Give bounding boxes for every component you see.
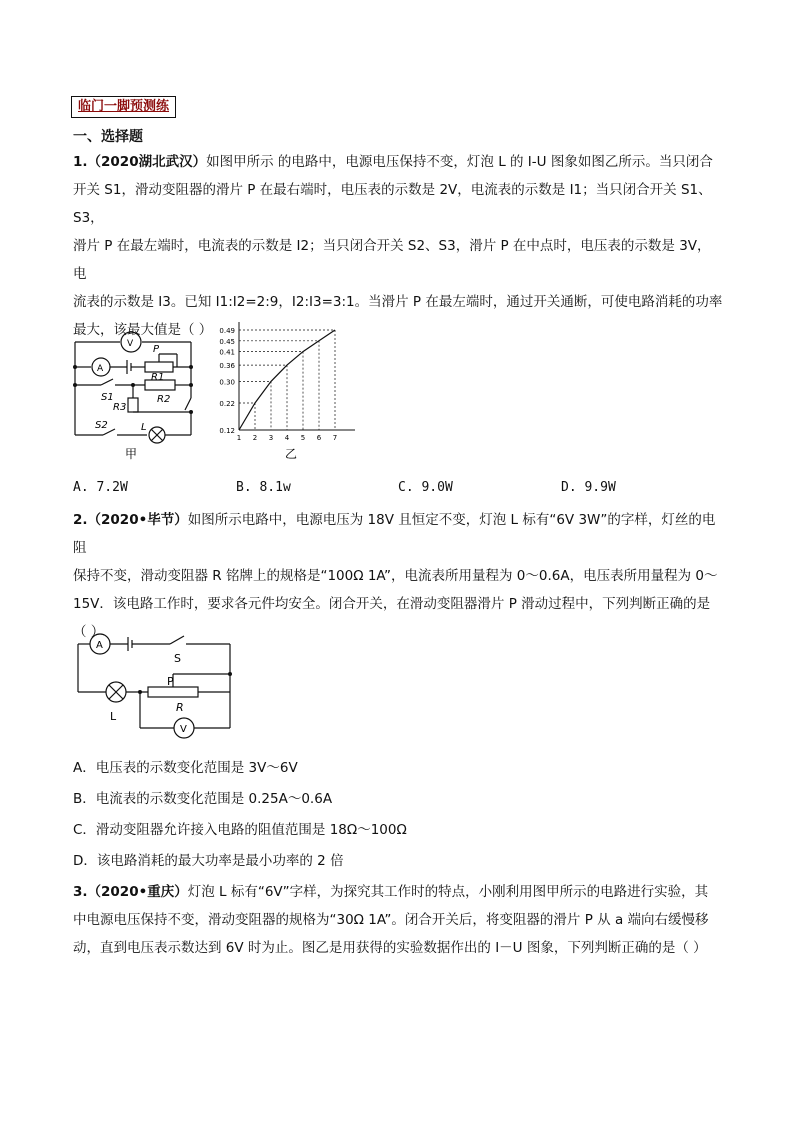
y-tick-label: 0.36 [219, 362, 235, 371]
voltmeter-label: V [127, 339, 134, 349]
section-title: 一、选择题 [73, 129, 143, 145]
question-1-line-4: 流表的示数是 I3。已知 I1:I2=2:9，I2:I3=3:1。当滑片 P 在最左端时，通过开关通断，可使电路消耗的功率 [73, 294, 723, 310]
lamp-label-2: L [110, 710, 117, 723]
option-2d[interactable]: D．该电路消耗的最大功率是最小功率的 2 倍 [73, 853, 344, 869]
question-1-line-1: 1.（2020湖北武汉）如图甲所示 的电路中，电源电压保持不变，灯泡 L 的 I-U 图象如图乙所示。当只闭合 [73, 154, 713, 170]
option-1b[interactable]: B. 8.1w [236, 480, 291, 495]
ammeter-label: A [97, 364, 104, 374]
s1-label: S1 [101, 392, 114, 403]
x-tick-label: 1 [236, 434, 242, 442]
circuit-1-caption: 甲 [125, 447, 138, 461]
graph-caption: 乙 [285, 447, 298, 461]
option-2b[interactable]: B．电流表的示数变化范围是 0.25A～0.6A [73, 791, 333, 807]
x-tick-label: 5 [300, 434, 306, 442]
r2-label: R2 [157, 394, 171, 405]
y-tick-label: 0.12 [219, 427, 235, 435]
x-tick-label: 6 [316, 434, 322, 442]
question-3-line-1: 3.（2020•重庆）灯泡 L 标有“6V”字样，为探究其工作时的特点，小刚利用图甲所示的电路进行实验，其 [73, 884, 709, 900]
iu-graph [205, 318, 365, 468]
question-2-line-4: （ ） [73, 624, 105, 640]
r3-label: R3 [113, 402, 127, 413]
switch-label: S [174, 652, 181, 665]
option-2c[interactable]: C．滑动变阻器允许接入电路的阻值范围是 18Ω～100Ω [73, 822, 407, 838]
question-1-head: 1.（2020湖北武汉） [73, 154, 207, 170]
ammeter-label-2: A [96, 640, 103, 651]
question-3 [73, 878, 723, 962]
option-1c[interactable]: C. 9.0W [398, 480, 453, 495]
r1-label: R1 [151, 372, 165, 383]
header-tag: 临门一脚预测练 [71, 96, 176, 118]
slider-label-2: P [167, 675, 174, 688]
x-tick-label: 2 [252, 434, 258, 442]
x-tick-label: 3 [268, 434, 274, 442]
s2-label: S2 [95, 420, 108, 431]
slider-label: P [153, 344, 160, 355]
x-tick-label: 4 [284, 434, 290, 442]
option-1a[interactable]: A. 7.2W [73, 480, 128, 495]
question-3-line-3: 动，直到电压表示数达到 6V 时为止。图乙是用获得的实验数据作出的 I－U 图象，下列判断正确的是（ ） [73, 940, 707, 956]
question-1-line-5: 最大，该最大值是（ ） [73, 322, 213, 338]
question-1-line-3: 滑片 P 在最左端时，电流表的示数是 I2；当只闭合开关 S2、S3，滑片 P 在中点时，电压表的示数是 3V，电 [73, 238, 711, 282]
rheostat-label: R [176, 701, 184, 714]
question-2-line-1: 2.（2020•毕节）如图所示电路中，电源电压为 18V 且恒定不变，灯泡 L 标有“6V 3W”的字样，灯丝的电阻 [73, 512, 716, 556]
circuit-diagram-1 [65, 320, 205, 470]
question-3-head: 3.（2020•重庆） [73, 884, 188, 900]
y-tick-label: 0.22 [219, 399, 235, 408]
question-2-line-2: 保持不变，滑动变阻器 R 铭牌上的规格是“100Ω 1A”，电流表所用量程为 0～0.6A，电压表所用量程为 0～ [73, 568, 718, 584]
question-2-line-3: 15V．该电路工作时，要求各元件均安全。闭合开关，在滑动变阻器滑片 P 滑动过程中，下列判断正确的是 [73, 596, 711, 612]
question-1-line-2: 开关 S1，滑动变阻器的滑片 P 在最右端时，电压表的示数是 2V，电流表的示数是 I1；当只闭合开关 S1、S3， [73, 182, 712, 226]
circuit-diagram-2 [70, 628, 250, 748]
question-2 [73, 506, 723, 646]
y-tick-label: 0.45 [219, 337, 235, 346]
question-1 [73, 148, 723, 344]
y-tick-label: 0.30 [219, 378, 235, 387]
lamp-label: L [141, 422, 147, 433]
voltmeter-label-2: V [180, 724, 187, 735]
question-2-head: 2.（2020•毕节） [73, 512, 188, 528]
x-tick-label: 7 [332, 434, 338, 442]
option-1d[interactable]: D. 9.9W [561, 480, 616, 495]
y-tick-label: 0.41 [219, 348, 235, 357]
y-tick-label: 0.49 [219, 327, 235, 335]
option-2a[interactable]: A．电压表的示数变化范围是 3V～6V [73, 760, 298, 776]
question-3-line-2: 中电源电压保持不变，滑动变阻器的规格为“30Ω 1A”。闭合开关后，将变阻器的滑片 P 从 a 端向右缓慢移 [73, 912, 709, 928]
